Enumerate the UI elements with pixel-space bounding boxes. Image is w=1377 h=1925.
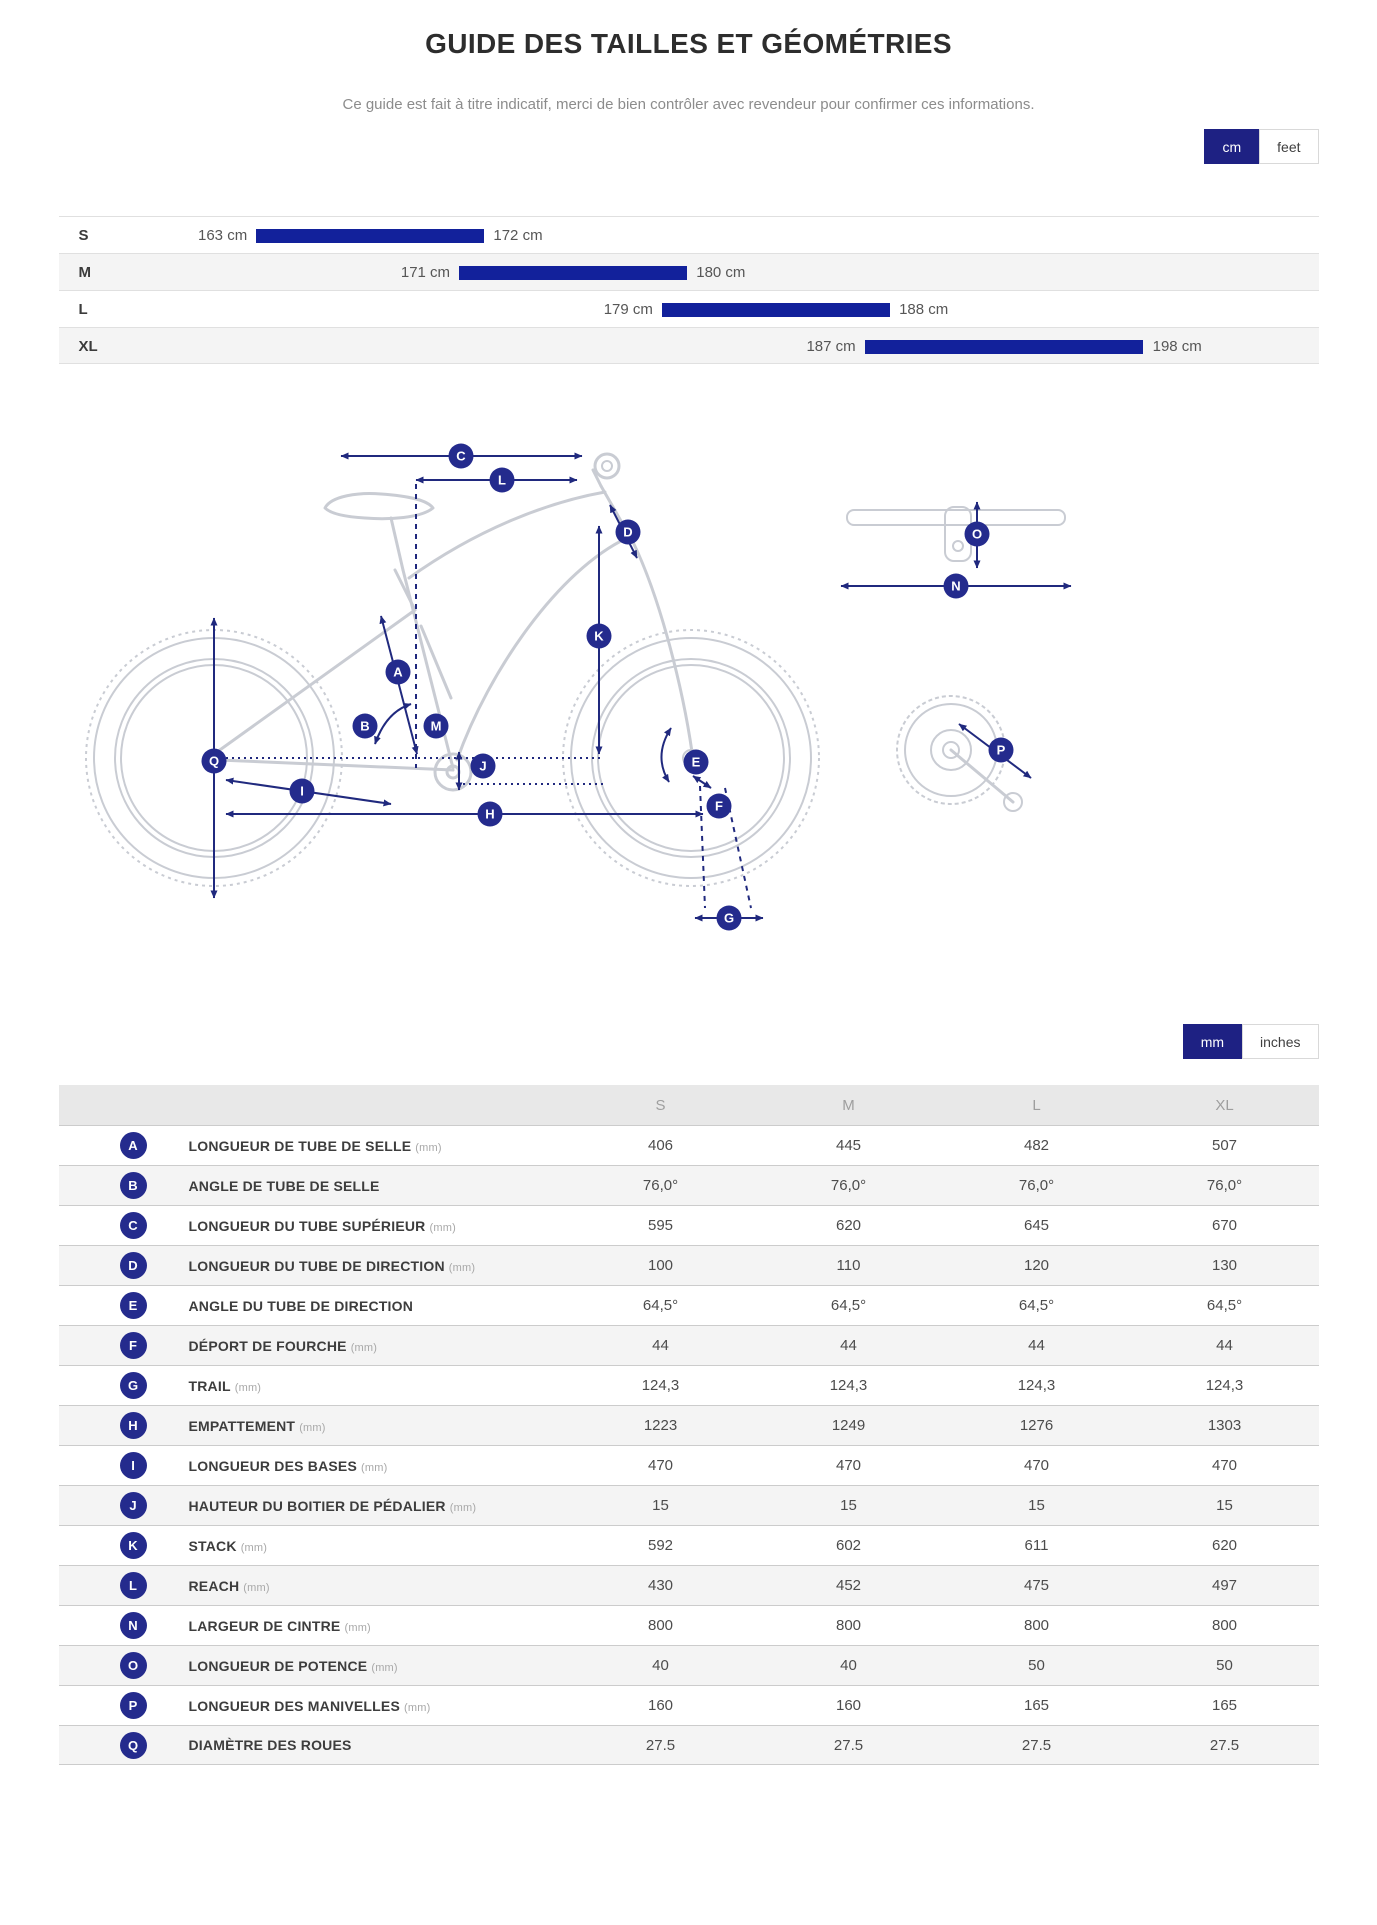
row-badge-K: K: [120, 1532, 147, 1559]
geometry-row-G: [59, 1365, 1319, 1405]
row-badge-B: B: [120, 1172, 147, 1199]
row-unit: (mm): [404, 1701, 431, 1714]
geometry-row-J: [59, 1485, 1319, 1525]
row-label: REACH (mm): [188, 1577, 270, 1594]
page-subtitle: Ce guide est fait à titre indicatif, merci de bien contrôler avec revendeur pour confirmer ces informations.: [342, 96, 1035, 113]
value-E-L: 64,5°: [1018, 1297, 1055, 1314]
value-E-M: 64,5°: [830, 1297, 867, 1314]
value-B-L: 76,0°: [1018, 1177, 1055, 1194]
value-H-L: 1276: [1019, 1417, 1054, 1434]
diagram-label-text-J: J: [478, 758, 487, 774]
row-unit: (mm): [350, 1341, 378, 1354]
value-A-S: 406: [647, 1137, 674, 1154]
value-E-XL: 64,5°: [1206, 1297, 1243, 1314]
frame-drawing: [217, 454, 692, 790]
value-L-M: 452: [835, 1577, 862, 1594]
row-badge-Q: Q: [120, 1732, 147, 1759]
column-header-l: L: [1032, 1096, 1041, 1114]
diagram-label-text-F: F: [714, 798, 723, 814]
diagram-letter-badges: [201, 444, 1013, 931]
value-I-S: 470: [647, 1457, 674, 1474]
height-to-label: 198 cm: [1152, 338, 1202, 355]
value-J-L: 15: [1028, 1497, 1045, 1514]
diagram-label-text-I: I: [299, 783, 304, 799]
diagram-label-text-L: L: [497, 472, 506, 488]
geometry-table: [59, 1085, 1319, 1765]
value-L-XL: 497: [1211, 1577, 1238, 1594]
value-K-M: 602: [835, 1537, 862, 1554]
size-guide-page: [59, 28, 1319, 1765]
size-name: L: [78, 301, 88, 318]
value-G-XL: 124,3: [1205, 1377, 1244, 1394]
value-G-L: 124,3: [1017, 1377, 1056, 1394]
value-I-XL: 470: [1211, 1457, 1238, 1474]
value-L-S: 430: [647, 1577, 674, 1594]
value-O-L: 50: [1028, 1657, 1045, 1674]
value-B-M: 76,0°: [830, 1177, 867, 1194]
row-label: HAUTEUR DU BOITIER DE PÉDALIER (mm): [188, 1497, 477, 1514]
row-badge-I: I: [120, 1452, 147, 1479]
value-F-L: 44: [1028, 1337, 1045, 1354]
row-badge-J: J: [120, 1492, 147, 1519]
value-N-S: 800: [647, 1617, 674, 1634]
bike-geometry-diagram: [59, 410, 1209, 990]
row-unit: (mm): [429, 1221, 456, 1234]
row-label: DÉPORT DE FOURCHE (mm): [188, 1337, 378, 1354]
size-name: S: [78, 227, 89, 244]
diagram-label-text-A: A: [392, 664, 403, 680]
geometry-row-F: [59, 1325, 1319, 1365]
value-C-L: 645: [1023, 1217, 1050, 1234]
value-N-L: 800: [1023, 1617, 1050, 1634]
row-unit: (mm): [344, 1621, 371, 1634]
geometry-row-A: [59, 1125, 1319, 1165]
value-F-XL: 44: [1216, 1337, 1233, 1354]
value-I-L: 470: [1023, 1457, 1050, 1474]
row-unit: (mm): [243, 1581, 270, 1594]
value-Q-L: 27.5: [1021, 1736, 1052, 1754]
value-O-M: 40: [840, 1657, 857, 1674]
handlebar-top-view: [847, 507, 1065, 561]
height-to-label: 188 cm: [899, 301, 949, 318]
geometry-row-H: [59, 1405, 1319, 1445]
value-C-XL: 670: [1211, 1217, 1238, 1234]
height-from-label: 163 cm: [198, 227, 248, 244]
size-name: XL: [78, 338, 98, 355]
page-title: GUIDE DES TAILLES ET GÉOMÉTRIES: [425, 28, 952, 59]
rider-height-chart: [59, 216, 1319, 364]
diagram-label-text-K: K: [593, 628, 604, 644]
row-label: LONGUEUR DE TUBE DE SELLE (mm): [188, 1137, 442, 1154]
geometry-row-Q: [59, 1725, 1319, 1765]
row-label: LONGUEUR DE POTENCE (mm): [188, 1657, 398, 1674]
value-J-XL: 15: [1216, 1497, 1233, 1514]
geometry-row-P: [59, 1685, 1319, 1725]
height-range-bar: [256, 229, 484, 243]
row-unit: (mm): [448, 1261, 476, 1274]
row-label: TRAIL (mm): [188, 1377, 262, 1394]
diagram-label-text-M: M: [430, 718, 441, 734]
row-badge-N: N: [120, 1612, 147, 1639]
row-unit: (mm): [449, 1501, 477, 1514]
diagram-label-text-B: B: [359, 718, 370, 734]
row-unit: (mm): [240, 1541, 268, 1554]
geometry-row-O: [59, 1645, 1319, 1685]
row-unit: (mm): [361, 1461, 388, 1474]
row-badge-A: A: [120, 1132, 147, 1159]
row-badge-P: P: [120, 1692, 147, 1719]
value-P-XL: 165: [1211, 1697, 1238, 1714]
height-from-label: 171 cm: [400, 264, 451, 281]
value-A-XL: 507: [1211, 1137, 1238, 1154]
value-B-XL: 76,0°: [1206, 1177, 1243, 1194]
size-name: M: [78, 264, 91, 281]
value-O-XL: 50: [1216, 1657, 1233, 1674]
row-label: ANGLE DE TUBE DE SELLE: [188, 1177, 380, 1194]
value-J-M: 15: [840, 1497, 857, 1514]
value-P-L: 165: [1023, 1697, 1050, 1714]
row-label: LONGUEUR DU TUBE DE DIRECTION (mm): [188, 1257, 476, 1274]
diagram-label-text-E: E: [691, 754, 700, 770]
column-header-s: S: [655, 1096, 666, 1114]
diagram-label-text-P: P: [996, 742, 1005, 758]
value-D-L: 120: [1023, 1257, 1050, 1274]
size-row-XL: [59, 327, 1319, 364]
value-H-M: 1249: [831, 1417, 866, 1434]
value-N-XL: 800: [1211, 1617, 1238, 1634]
value-G-S: 124,3: [641, 1377, 680, 1394]
height-unit-toggle: [1204, 129, 1318, 164]
value-C-M: 620: [835, 1217, 862, 1234]
value-J-S: 15: [652, 1497, 669, 1514]
height-to-label: 180 cm: [696, 264, 746, 281]
value-P-S: 160: [647, 1697, 674, 1714]
row-badge-F: F: [120, 1332, 147, 1359]
row-label: EMPATTEMENT (mm): [188, 1417, 326, 1434]
value-F-S: 44: [652, 1337, 669, 1354]
value-A-L: 482: [1023, 1137, 1050, 1154]
size-row-L: [59, 290, 1319, 327]
value-Q-M: 27.5: [833, 1736, 864, 1754]
column-header-m: M: [842, 1096, 855, 1114]
row-label: DIAMÈTRE DES ROUES: [188, 1737, 352, 1753]
height-unit-feet-button[interactable]: feet: [1259, 129, 1318, 164]
row-unit: (mm): [299, 1421, 326, 1434]
row-badge-G: G: [120, 1372, 147, 1399]
height-range-bar: [459, 266, 687, 280]
diagram-label-text-G: G: [723, 910, 734, 926]
geometry-row-K: [59, 1525, 1319, 1565]
row-label: STACK (mm): [188, 1537, 268, 1554]
value-O-S: 40: [652, 1657, 669, 1674]
row-unit: (mm): [371, 1661, 398, 1674]
value-K-XL: 620: [1211, 1537, 1238, 1554]
value-C-S: 595: [647, 1217, 674, 1234]
row-label: LONGUEUR DES MANIVELLES (mm): [188, 1697, 431, 1714]
value-H-XL: 1303: [1207, 1417, 1242, 1434]
column-header-xl: XL: [1215, 1096, 1234, 1114]
value-K-S: 592: [647, 1537, 674, 1554]
height-from-label: 179 cm: [603, 301, 653, 318]
value-N-M: 800: [835, 1617, 862, 1634]
diagram-label-text-H: H: [484, 806, 495, 822]
geometry-row-E: [59, 1285, 1319, 1325]
size-row-S: [59, 216, 1319, 253]
diagram-label-text-D: D: [622, 524, 633, 540]
measure-unit-toggle: [1183, 1024, 1319, 1059]
row-label: ANGLE DU TUBE DE DIRECTION: [188, 1297, 414, 1314]
geometry-row-B: [59, 1165, 1319, 1205]
value-D-M: 110: [836, 1257, 861, 1274]
value-I-M: 470: [835, 1457, 862, 1474]
measure-unit-mm-button[interactable]: mm: [1183, 1024, 1242, 1059]
row-badge-O: O: [120, 1652, 147, 1679]
value-H-S: 1223: [643, 1417, 678, 1434]
value-D-XL: 130: [1211, 1257, 1238, 1274]
diagram-label-text-N: N: [950, 578, 961, 594]
height-to-label: 172 cm: [493, 227, 543, 244]
value-F-M: 44: [840, 1337, 857, 1354]
row-badge-H: H: [120, 1412, 147, 1439]
value-L-L: 475: [1023, 1577, 1050, 1594]
value-A-M: 445: [835, 1137, 862, 1154]
row-unit: (mm): [234, 1381, 262, 1394]
row-badge-C: C: [120, 1212, 147, 1239]
diagram-label-text-Q: Q: [208, 753, 219, 769]
row-label: LONGUEUR DU TUBE SUPÉRIEUR (mm): [188, 1217, 456, 1234]
height-unit-cm-button[interactable]: cm: [1204, 129, 1259, 164]
row-badge-D: D: [120, 1252, 147, 1279]
value-Q-XL: 27.5: [1209, 1736, 1240, 1754]
geometry-table-header: [59, 1085, 1319, 1125]
geometry-row-C: [59, 1205, 1319, 1245]
geometry-row-L: [59, 1565, 1319, 1605]
diagram-label-text-C: C: [455, 448, 466, 464]
diagram-label-text-O: O: [971, 526, 982, 542]
geometry-diagram-wrap: [59, 410, 1319, 990]
row-badge-L: L: [120, 1572, 147, 1599]
measure-unit-inches-button[interactable]: inches: [1242, 1024, 1318, 1059]
value-P-M: 160: [835, 1697, 862, 1714]
geometry-row-I: [59, 1445, 1319, 1485]
value-G-M: 124,3: [829, 1377, 868, 1394]
value-B-S: 76,0°: [642, 1177, 679, 1194]
value-K-L: 611: [1024, 1537, 1049, 1554]
size-row-M: [59, 253, 1319, 290]
height-from-label: 187 cm: [806, 338, 856, 355]
value-E-S: 64,5°: [642, 1297, 679, 1314]
row-unit: (mm): [415, 1141, 442, 1154]
row-label: LONGUEUR DES BASES (mm): [188, 1457, 388, 1474]
geometry-row-N: [59, 1605, 1319, 1645]
row-label: LARGEUR DE CINTRE (mm): [188, 1617, 371, 1634]
height-range-bar: [865, 340, 1144, 354]
geometry-row-D: [59, 1245, 1319, 1285]
row-badge-E: E: [120, 1292, 147, 1319]
height-range-bar: [662, 303, 890, 317]
value-Q-S: 27.5: [645, 1736, 676, 1754]
value-D-S: 100: [647, 1257, 674, 1274]
geometry-table-body: [59, 1125, 1319, 1765]
